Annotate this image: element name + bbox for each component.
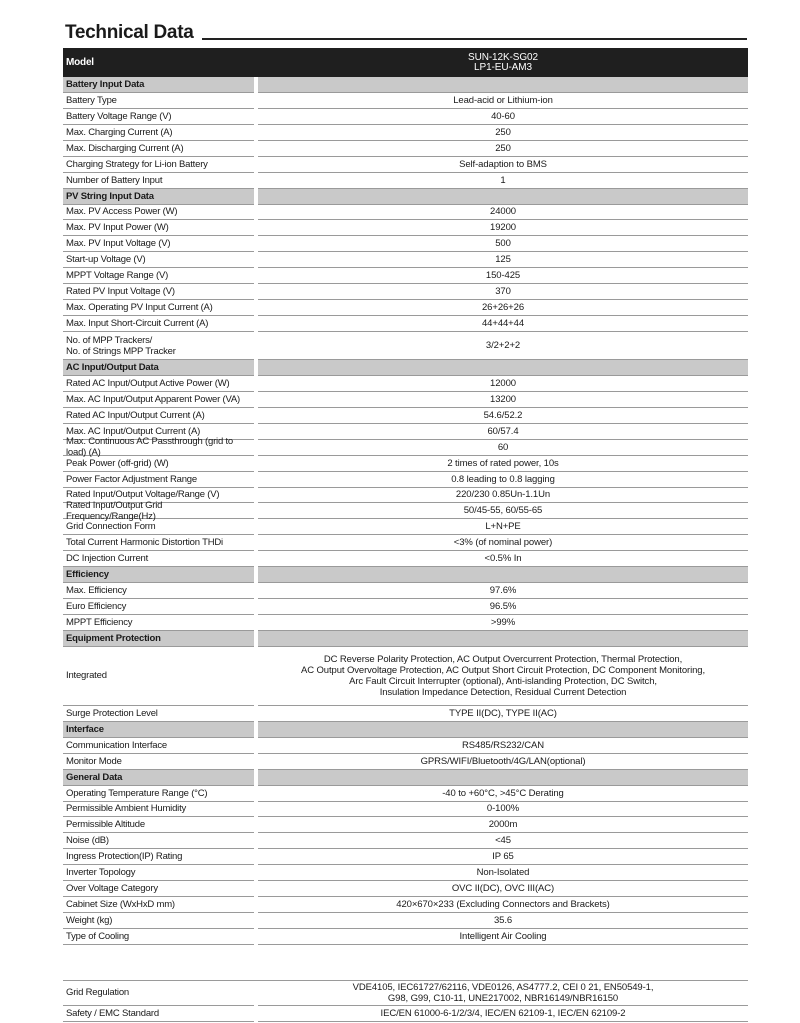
spec-value: 220/230 0.85Un-1.1Un (258, 488, 748, 504)
spec-value: IEC/EN 61000-6-1/2/3/4, IEC/EN 62109-1, IEC/EN 62109-2 (258, 1006, 748, 1022)
spec-label: Over Voltage Category (63, 881, 254, 897)
section-title: General Data (63, 770, 254, 786)
spec-row-integrated (63, 647, 748, 706)
spec-row-rated-pv-input-voltage-v (63, 284, 748, 300)
spec-label-line: No. of MPP Trackers/ (66, 334, 153, 346)
spec-row-permissible-ambient-humidity (63, 802, 748, 818)
spec-value: -40 to +60°C, >45°C Derating (258, 786, 748, 802)
spec-label: Power Factor Adjustment Range (63, 472, 254, 488)
spec-value: L+N+PE (258, 519, 748, 535)
spec-label: Surge Protection Level (63, 706, 254, 722)
spec-label: Weight (kg) (63, 913, 254, 929)
spec-value: 150-425 (258, 268, 748, 284)
spec-value-line: Arc Fault Circuit Interrupter (optional), Anti-islanding Protection, DC Switch, (349, 675, 657, 687)
spec-row-cabinet-size-wxhxd-mm (63, 897, 748, 913)
spec-label: Noise (dB) (63, 833, 254, 849)
section-band (258, 189, 748, 205)
section-band (258, 770, 748, 786)
spec-value: 3/2+2+2 (258, 332, 748, 360)
spec-label: Charging Strategy for Li-ion Battery (63, 157, 254, 173)
spec-label: DC Injection Current (63, 551, 254, 567)
spec-label: MPPT Efficiency (63, 615, 254, 631)
section-title: AC Input/Output Data (63, 360, 254, 376)
spec-sections (63, 77, 748, 945)
spec-value: 500 (258, 236, 748, 252)
spec-row-mppt-voltage-range-v (63, 268, 748, 284)
spec-label: Max. Charging Current (A) (63, 125, 254, 141)
spec-value: 250 (258, 141, 748, 157)
spec-label: Max. PV Access Power (W) (63, 205, 254, 221)
section-title: PV String Input Data (63, 189, 254, 205)
spec-row-rated-ac-input-output-active-power-w (63, 376, 748, 392)
spec-row-max-charging-current-a (63, 125, 748, 141)
spec-value: <45 (258, 833, 748, 849)
spec-row-max-continuous-ac-passthrough-grid-to-load-a (63, 436, 748, 459)
spec-value: 370 (258, 284, 748, 300)
spec-row-inverter-topology (63, 865, 748, 881)
spec-row-peak-power-off-grid-w (63, 456, 748, 472)
spec-row-rated-ac-input-output-current-a (63, 408, 748, 424)
section-header-equipment-protection (63, 631, 748, 647)
spec-label: Integrated (63, 647, 254, 706)
spec-label: Max. Efficiency (63, 583, 254, 599)
spec-label: Ingress Protection(IP) Rating (63, 849, 254, 865)
spec-value: 125 (258, 252, 748, 268)
section-header-efficiency (63, 567, 748, 583)
section-title: Interface (63, 722, 254, 738)
section-band (258, 360, 748, 376)
spec-row-number-of-battery-input (63, 173, 748, 189)
section-title: Equipment Protection (63, 631, 254, 647)
spec-value: <0.5% In (258, 551, 748, 567)
spec-label: Cabinet Size (WxHxD mm) (63, 897, 254, 913)
spec-value-line: VDE4105, IEC61727/62116, VDE0126, AS4777.2, CEI 0 21, EN50549-1, (352, 981, 654, 993)
spec-value: 44+44+44 (258, 316, 748, 332)
spec-value: 60/57.4 (258, 424, 748, 440)
technical-data-table (63, 48, 748, 1022)
spec-value: Self-adaption to BMS (258, 157, 748, 173)
page-header (65, 18, 747, 44)
model-name-line1: SUN-12K-SG02 (468, 51, 538, 63)
spec-value: Non-Isolated (258, 865, 748, 881)
spec-value: 12000 (258, 376, 748, 392)
spec-label: Max. AC Input/Output Apparent Power (VA) (63, 392, 254, 408)
spec-row-power-factor-adjustment-range (63, 472, 748, 488)
spec-value: TYPE II(DC), TYPE II(AC) (258, 706, 748, 722)
section-band (258, 567, 748, 583)
model-row (63, 48, 748, 77)
spec-value: <3% (of nominal power) (258, 535, 748, 551)
spec-row-grid-connection-form (63, 519, 748, 535)
spec-label: Monitor Mode (63, 754, 254, 770)
spec-row-start-up-voltage-v (63, 252, 748, 268)
spec-value: 420×670×233 (Excluding Connectors and Brackets) (258, 897, 748, 913)
spec-row-max-pv-input-voltage-v (63, 236, 748, 252)
spec-value: OVC II(DC), OVC III(AC) (258, 881, 748, 897)
spec-value-line: G98, G99, C10-11, UNE217002, NBR16149/NBR16150 (387, 992, 619, 1004)
spec-value (258, 981, 748, 1006)
spec-value: 40-60 (258, 109, 748, 125)
spec-row-mppt-efficiency (63, 615, 748, 631)
spec-value: 60 (258, 440, 748, 456)
spec-label: Rated Input/Output Voltage/Range (V) (63, 488, 254, 504)
spec-value: IP 65 (258, 849, 748, 865)
page-title: Technical Data (65, 22, 194, 43)
spec-label: Max. Operating PV Input Current (A) (63, 300, 254, 316)
spec-row-permissible-altitude (63, 817, 748, 833)
section-header-pv-string-input-data (63, 189, 748, 205)
spec-label-line: No. of Strings MPP Tracker (66, 345, 176, 357)
standards-rows (63, 981, 748, 1022)
section-band (258, 631, 748, 647)
spec-label: Max. Continuous AC Passthrough (grid to load) (A) (63, 440, 254, 456)
spec-value: 0-100% (258, 802, 748, 818)
spec-label: Start-up Voltage (V) (63, 252, 254, 268)
spec-row-ingress-protection-ip-rating (63, 849, 748, 865)
spec-label: Number of Battery Input (63, 173, 254, 189)
spec-value: 50/45-55, 60/55-65 (258, 503, 748, 519)
spec-row-max-discharging-current-a (63, 141, 748, 157)
spec-label: Rated AC Input/Output Active Power (W) (63, 376, 254, 392)
spec-value: RS485/RS232/CAN (258, 738, 748, 754)
section-title: Battery Input Data (63, 77, 254, 93)
spec-label: MPPT Voltage Range (V) (63, 268, 254, 284)
spec-value-line: DC Reverse Polarity Protection, AC Output Overcurrent Protection, Thermal Protection, (323, 653, 683, 665)
model-value (258, 48, 748, 77)
spec-row-communication-interface (63, 738, 748, 754)
spec-row-charging-strategy-for-li-ion-battery (63, 157, 748, 173)
spec-label: Rated PV Input Voltage (V) (63, 284, 254, 300)
spec-value (258, 647, 748, 706)
spec-label: Peak Power (off-grid) (W) (63, 456, 254, 472)
spec-label: Safety / EMC Standard (63, 1006, 254, 1022)
spec-label: Max. PV Input Power (W) (63, 220, 254, 236)
spec-value: 26+26+26 (258, 300, 748, 316)
spec-label: Type of Cooling (63, 929, 254, 945)
spec-value: GPRS/WIFI/Bluetooth/4G/LAN(optional) (258, 754, 748, 770)
spec-row-dc-injection-current (63, 551, 748, 567)
model-name-line2: LP1-EU-AM3 (474, 61, 532, 73)
spec-label: Euro Efficiency (63, 599, 254, 615)
spec-value: 2 times of rated power, 10s (258, 456, 748, 472)
spec-row-surge-protection-level (63, 706, 748, 722)
spec-label: Rated Input/Output Grid Frequency/Range(Hz) (63, 503, 254, 519)
spec-label: Total Current Harmonic Distortion THDi (63, 535, 254, 551)
section-band (258, 77, 748, 93)
spec-row-rated-input-output-grid-frequency-range-hz (63, 499, 748, 522)
title-divider (202, 38, 748, 40)
section-band (258, 722, 748, 738)
spec-value: 0.8 leading to 0.8 lagging (258, 472, 748, 488)
spec-label (63, 332, 254, 360)
spec-label: Max. PV Input Voltage (V) (63, 236, 254, 252)
spec-value: Lead-acid or Lithium-ion (258, 93, 748, 109)
spec-value-line: Insulation Impedance Detection, Residual Current Detection (379, 686, 627, 698)
spec-value: 250 (258, 125, 748, 141)
spec-value: 2000m (258, 817, 748, 833)
spec-row-max-operating-pv-input-current-a (63, 300, 748, 316)
spec-value: 24000 (258, 205, 748, 221)
section-header-ac-input-output-data (63, 360, 748, 376)
spec-label: Battery Type (63, 93, 254, 109)
spec-value: 13200 (258, 392, 748, 408)
spec-row-max-pv-input-power-w (63, 220, 748, 236)
spec-row-operating-temperature-range-c (63, 786, 748, 802)
spec-value: >99% (258, 615, 748, 631)
spec-row-weight-kg (63, 913, 748, 929)
spec-row-total-current-harmonic-distortion-thdi (63, 535, 748, 551)
spec-label: Max. AC Input/Output Current (A) (63, 424, 254, 440)
spec-row-safety-emc-standard (63, 1006, 748, 1022)
spec-label: Inverter Topology (63, 865, 254, 881)
spec-row-max-input-short-circuit-current-a (63, 316, 748, 332)
spec-label: Permissible Ambient Humidity (63, 802, 254, 818)
spec-value: 96.5% (258, 599, 748, 615)
spec-label: Max. Input Short-Circuit Current (A) (63, 316, 254, 332)
spec-label: Max. Discharging Current (A) (63, 141, 254, 157)
spec-row-euro-efficiency (63, 599, 748, 615)
spec-row-noise-db (63, 833, 748, 849)
spec-value: Intelligent Air Cooling (258, 929, 748, 945)
section-header-interface (63, 722, 748, 738)
section-header-battery-input-data (63, 77, 748, 93)
spec-row-no-of-mpp-trackers (63, 332, 748, 360)
spec-value: 97.6% (258, 583, 748, 599)
spec-value: 54.6/52.2 (258, 408, 748, 424)
spec-label: Grid Regulation (63, 981, 254, 1006)
spec-value: 35.6 (258, 913, 748, 929)
spec-value: 1 (258, 173, 748, 189)
section-spacer (63, 945, 748, 981)
spec-value-line: AC Output Overvoltage Protection, AC Output Short Circuit Protection, DC Component Monitoring, (300, 664, 706, 676)
spec-row-max-efficiency (63, 583, 748, 599)
section-title: Efficiency (63, 567, 254, 583)
spec-label: Communication Interface (63, 738, 254, 754)
spec-row-max-ac-input-output-apparent-power-va (63, 392, 748, 408)
model-label: Model (66, 57, 94, 68)
section-header-general-data (63, 770, 748, 786)
spec-label: Permissible Altitude (63, 817, 254, 833)
spec-row-battery-voltage-range-v (63, 109, 748, 125)
spec-row-over-voltage-category (63, 881, 748, 897)
spec-row-max-pv-access-power-w (63, 205, 748, 221)
spec-row-monitor-mode (63, 754, 748, 770)
spec-row-type-of-cooling (63, 929, 748, 945)
spec-label: Operating Temperature Range (°C) (63, 786, 254, 802)
spec-label: Grid Connection Form (63, 519, 254, 535)
spec-label: Battery Voltage Range (V) (63, 109, 254, 125)
spec-row-grid-regulation (63, 981, 748, 1006)
spec-value: 19200 (258, 220, 748, 236)
spec-label: Rated AC Input/Output Current (A) (63, 408, 254, 424)
spec-row-battery-type (63, 93, 748, 109)
